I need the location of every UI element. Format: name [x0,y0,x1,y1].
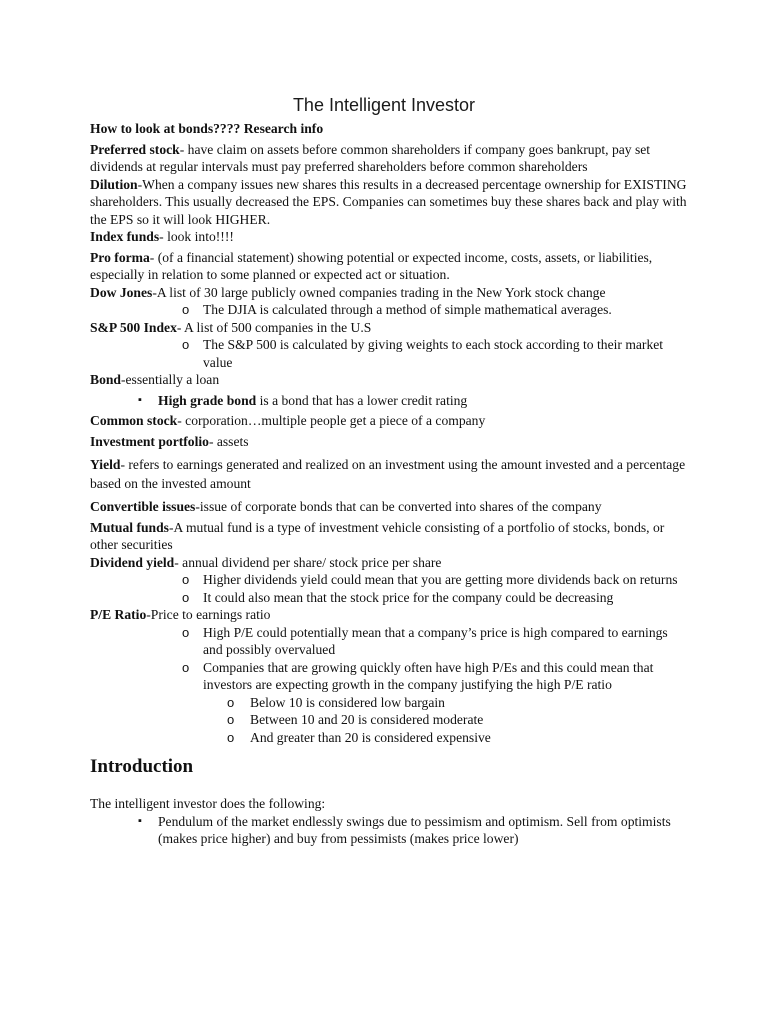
entry-dividend-yield: Dividend yield- annual dividend per share/ stock price per share [90,554,442,570]
entry-dow-jones: Dow Jones-A list of 30 large publicly owned companies trading in the New York stock change [90,284,606,300]
entry-pe-ratio: P/E Ratio-Price to earnings ratio [90,607,271,622]
list-item-pe-below-10: o Below 10 is considered low bargain [227,694,445,710]
list-item-pe-10-to-20: o Between 10 and 20 is considered moderate [227,712,484,727]
list-item-dow-sub: o The DJIA is calculated through a method of simple mathematical averages. [182,302,612,317]
list-item-pe-sub-1: o High P/E could potentially mean that a company’s price is high compared to earnings and possibly overvalued [182,624,668,657]
document-body [90,120,690,848]
list-item-pe-sub-2: o Companies that are growing quickly often have high P/Es and this could mean that investors are expecting growth in the company justifying the high P/E ratio [182,659,654,692]
list-item-dividend-sub-2: o It could also mean that the stock price for the company could be decreasing [182,589,614,605]
list-item-pendulum: ▪ Pendulum of the market endlessly swings due to pessimism and optimism. Sell from optimists (makes price higher) and buy from pessimists (makes price lower) [138,813,671,846]
entry-index-funds: Index funds- look into!!!! [90,229,234,244]
section-heading-introduction: Introduction [90,756,194,777]
list-item-high-grade-bond: ▪ High grade bond is a bond that has a lower credit rating [138,392,468,408]
entry-dilution: Dilution-When a company issues new shares this results in a decreased percentage ownership for EXISTING shareholders. This usually decreased the EPS. Companies can sometimes buy these shares back and play with the EPS so it will look HIGHER. [90,176,687,227]
intro-text: The intelligent investor does the following: [90,796,326,811]
document-title: The Intelligent Investor [292,95,476,115]
entry-convertible-issues: Convertible issues-issue of corporate bonds that can be converted into shares of the company [90,499,602,514]
entry-preferred-stock: Preferred stock- have claim on assets before common shareholders if company goes bankrupt, pay set dividends at regular intervals must pay preferred shareholders before common shareholders [90,141,651,174]
list-item-sp-sub: o The S&P 500 is calculated by giving weights to each stock according to their market value [182,337,664,370]
entry-pro-forma: Pro forma- (of a financial statement) showing potential or expected income, costs, assets, or liabilities, especially in relation to some planned or expected act or situation. [90,249,653,282]
list-item-pe-above-20: o And greater than 20 is considered expensive [227,729,491,745]
entry-investment-portfolio: Investment portfolio- assets [90,433,249,449]
entry-sp500: S&P 500 Index- A list of 500 companies in the U.S [90,319,372,335]
entry-common-stock: Common stock- corporation…multiple people get a piece of a company [90,413,486,428]
subtitle: How to look at bonds???? Research info [90,121,324,136]
list-item-dividend-sub-1: o Higher dividends yield could mean that you are getting more dividends back on returns [182,572,678,587]
entry-yield: Yield- refers to earnings generated and realized on an investment using the amount invested and a percentage based on the invested amount [90,457,686,491]
entry-bond: Bond-essentially a loan [90,372,220,387]
entry-mutual-funds: Mutual funds-A mutual fund is a type of investment vehicle consisting of a portfolio of stocks, bonds, or other securities [90,519,665,552]
